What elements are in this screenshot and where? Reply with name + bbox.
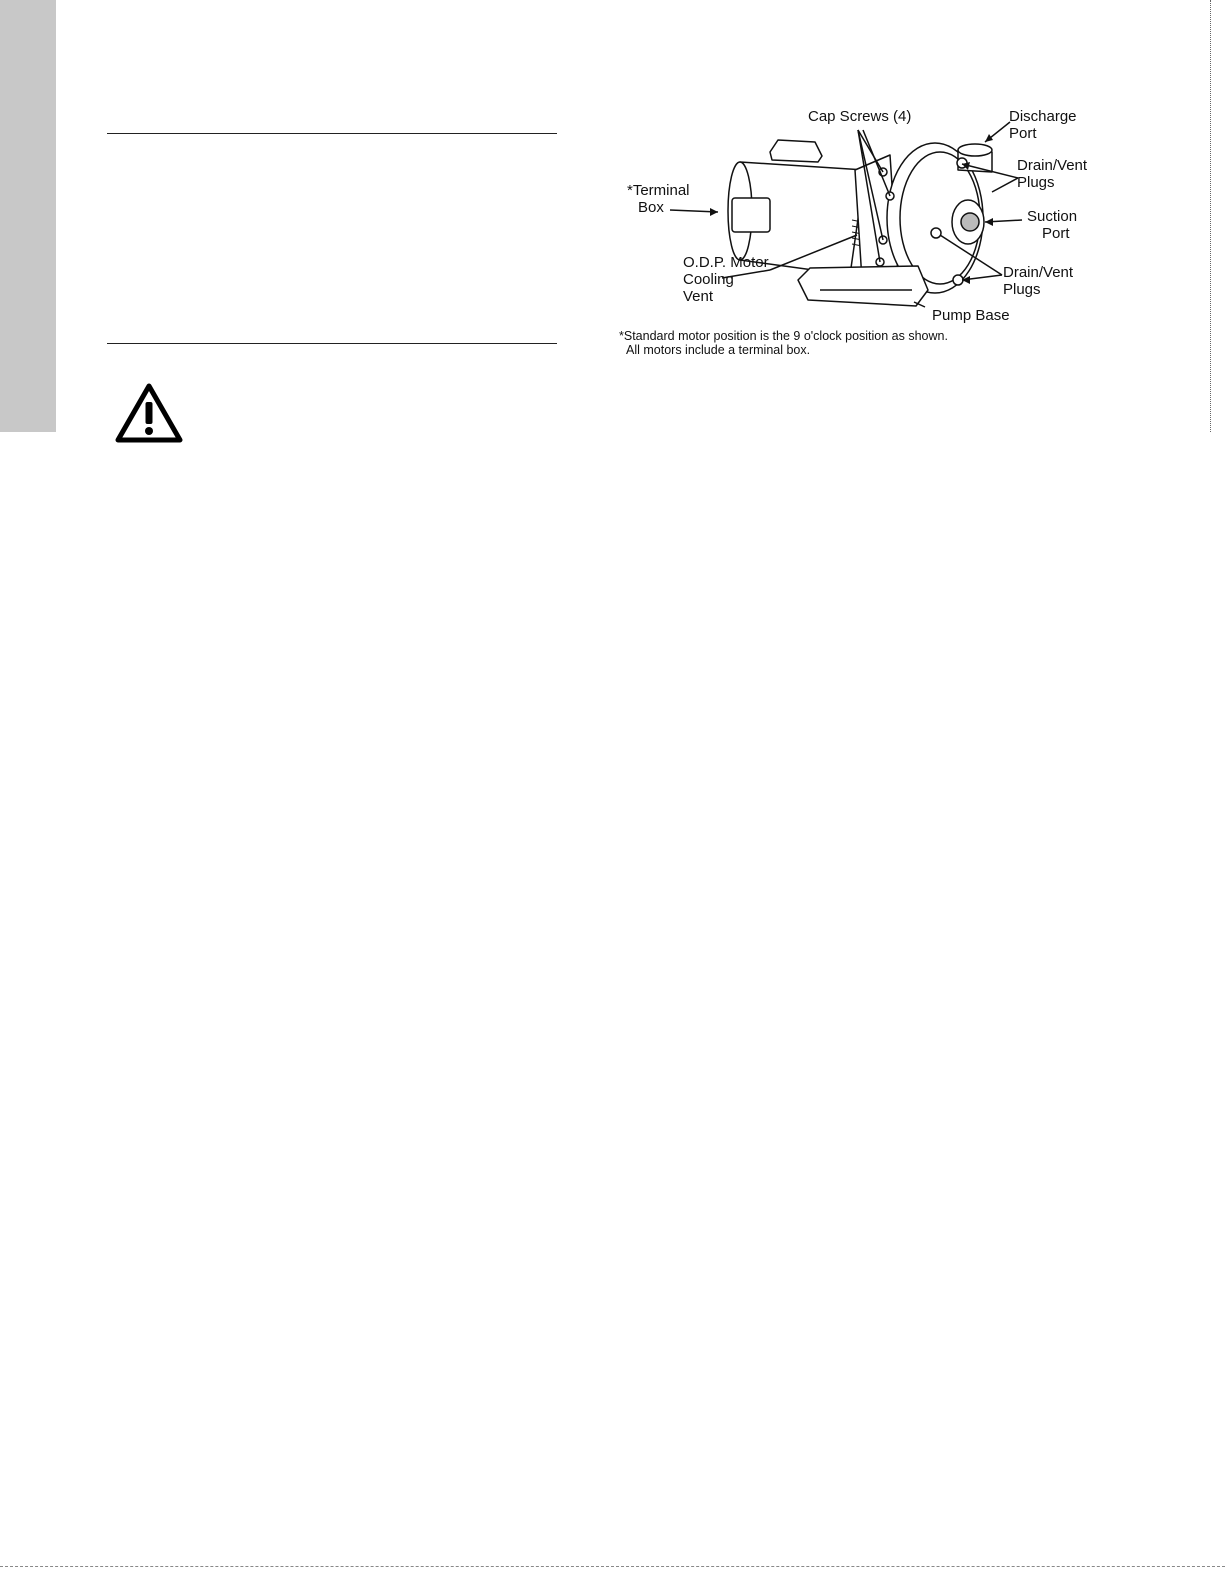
page-bottom-marker	[0, 1566, 1225, 1567]
warning-triangle-icon	[114, 382, 184, 445]
label-pump-base: Pump Base	[932, 307, 1010, 324]
section-rule-top	[107, 133, 557, 134]
label-drain-vent-plugs-bottom: Drain/Vent Plugs	[1003, 264, 1074, 298]
side-tab	[0, 0, 56, 432]
section-rule-bottom	[107, 343, 557, 344]
label-motor-cooling-vent: O.D.P. Motor Cooling Vent	[683, 254, 769, 305]
label-cap-screws: Cap Screws (4)	[808, 108, 912, 125]
page-edge-marker	[1210, 0, 1211, 432]
label-drain-vent-plugs-top: Drain/Vent Plugs	[1017, 157, 1088, 191]
pump-diagram	[600, 100, 1120, 370]
figure-caption: *Standard motor position is the 9 o'clock position as shown. All motors include a terminal box.	[619, 329, 948, 357]
label-suction-port: Suction Port	[1027, 208, 1078, 242]
label-discharge-port: Discharge Port	[1009, 108, 1077, 142]
label-terminal-box: *Terminal Box	[627, 182, 690, 216]
